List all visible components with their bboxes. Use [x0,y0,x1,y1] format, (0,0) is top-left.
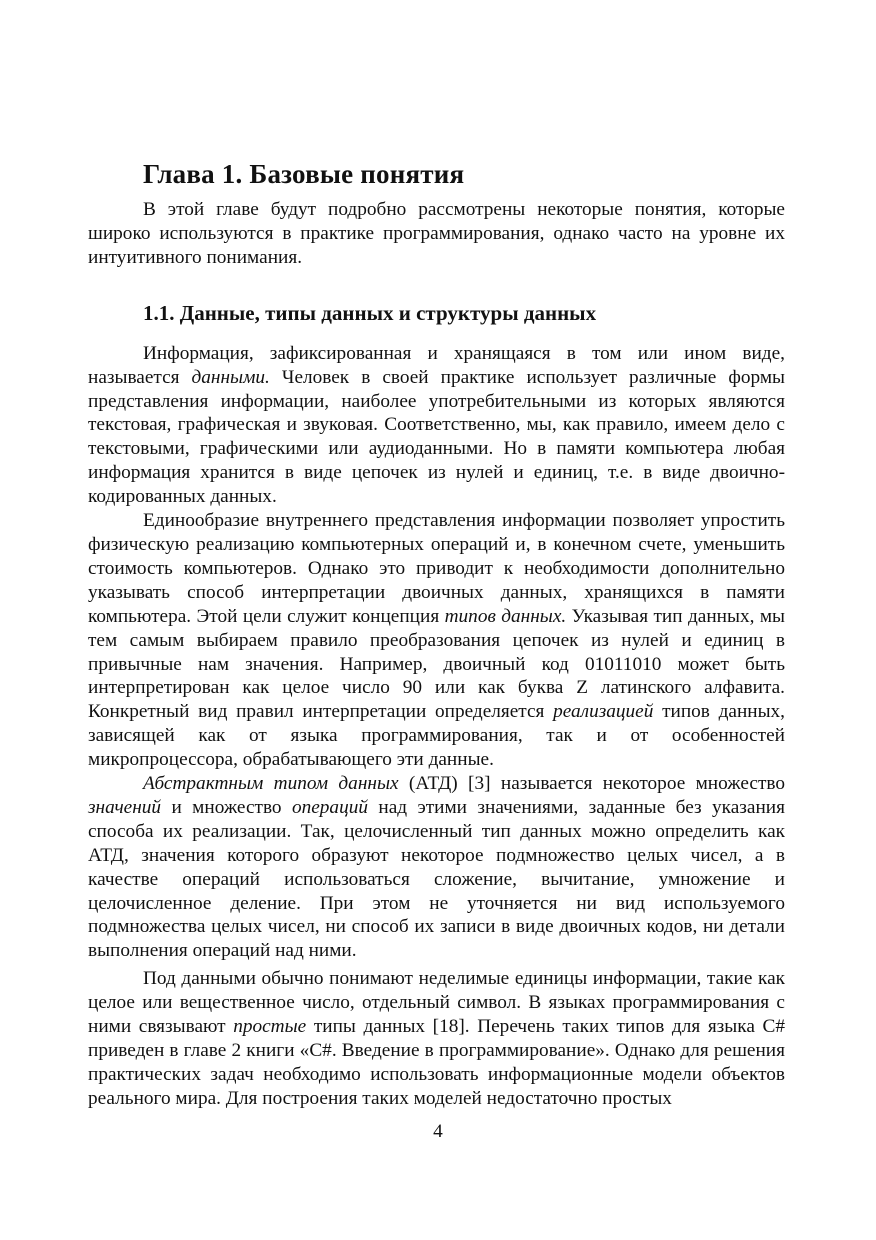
text-run: Указывая тип данных, мы тем самым выбираем правило преобразования цепочек из нулей и единиц в привычные нам значения. Например, двоичный код 01011010 может быть интерпретирован как целое число 90 или как буква Z латинского алфавита. Конкретный вид правил интерпретации определяется [88,605,785,723]
body-paragraph [88,967,785,1110]
text-run: Под данными обычно понимают неделимые единицы информации, такие как целое или вещественное число, отдельный символ. В языках программирования с ними связывают [88,968,785,1038]
italic-term: типов данных. [444,605,567,627]
italic-term: простые [233,1016,307,1038]
italic-term: Абстрактным типом данных [143,773,399,795]
section-title: 1.1. Данные, типы данных и структуры данных [143,300,597,325]
text-run: типы данных [18]. Перечень таких типов для языка C# приведен в главе 2 книги «C#. Введение в программирование». Однако для решения практических задач необходимо использовать информационные модели объектов реального мира. Для построения таких моделей недостаточно простых [88,1016,785,1109]
text-run: Человек в своей практике использует различные формы представления информации, наиболее употребительными из которых являются текстовая, графическая и звуковая. Соответственно, мы, как правило, имеем дело с текстовыми, графическими или аудиоданными. Но в памяти компьютера любая информация хранится в виде цепочек из нулей и единиц, т.е. в виде двоично-кодированных данных. [88,366,786,508]
italic-term: значений [88,796,162,818]
text-run: (АТД) [3] называется некоторое множество [398,773,785,795]
body-paragraph [88,772,785,963]
text-run: и множество [161,796,292,818]
chapter-title: Глава 1. Базовые понятия [143,159,465,189]
intro-paragraph: В этой главе будут подробно рассмотрены некоторые понятия, которые широко используются в практике программирования, однако часто на уровне их интуитивного понимания. [88,199,785,268]
italic-term: данными. [191,366,270,388]
body-paragraph [88,509,785,772]
text-run: типов данных, зависящей как от языка программирования, так и от особенностей микропроцессора, обрабатывающего эти данные. [88,701,785,771]
italic-term: операций [291,796,368,818]
text-run: Информация, зафиксированная и хранящаяся в том или ином виде, называется [88,342,785,388]
page-number: 4 [433,1121,443,1142]
text-run: над этими значениями, заданные без указания способа их реализации. Так, целочисленный тип данных можно определить как АТД, значения которого образуют некоторое подмножество целых чисел, а в качестве операций использоваться сложение, вычитание, умножение и целочисленное деление. При этом не уточняется ни вид используемого подмножества целых чисел, ни способ их записи в виде двоичных кодов, ни детали выполнения операций над ними. [88,796,785,962]
italic-term: реализацией [553,701,654,723]
body-paragraph [88,342,785,509]
page-body [88,150,785,1111]
body-text [88,342,785,1111]
text-run: Единообразие внутреннего представления информации позволяет упростить физическую реализацию компьютерных операций и, в конечном счете, уменьшить стоимость компьютеров. Однако это приводит к необходимости дополнительно указывать способ интерпретации двоичных данных, хранящихся в памяти компьютера. Этой цели служит концепция [88,510,785,627]
